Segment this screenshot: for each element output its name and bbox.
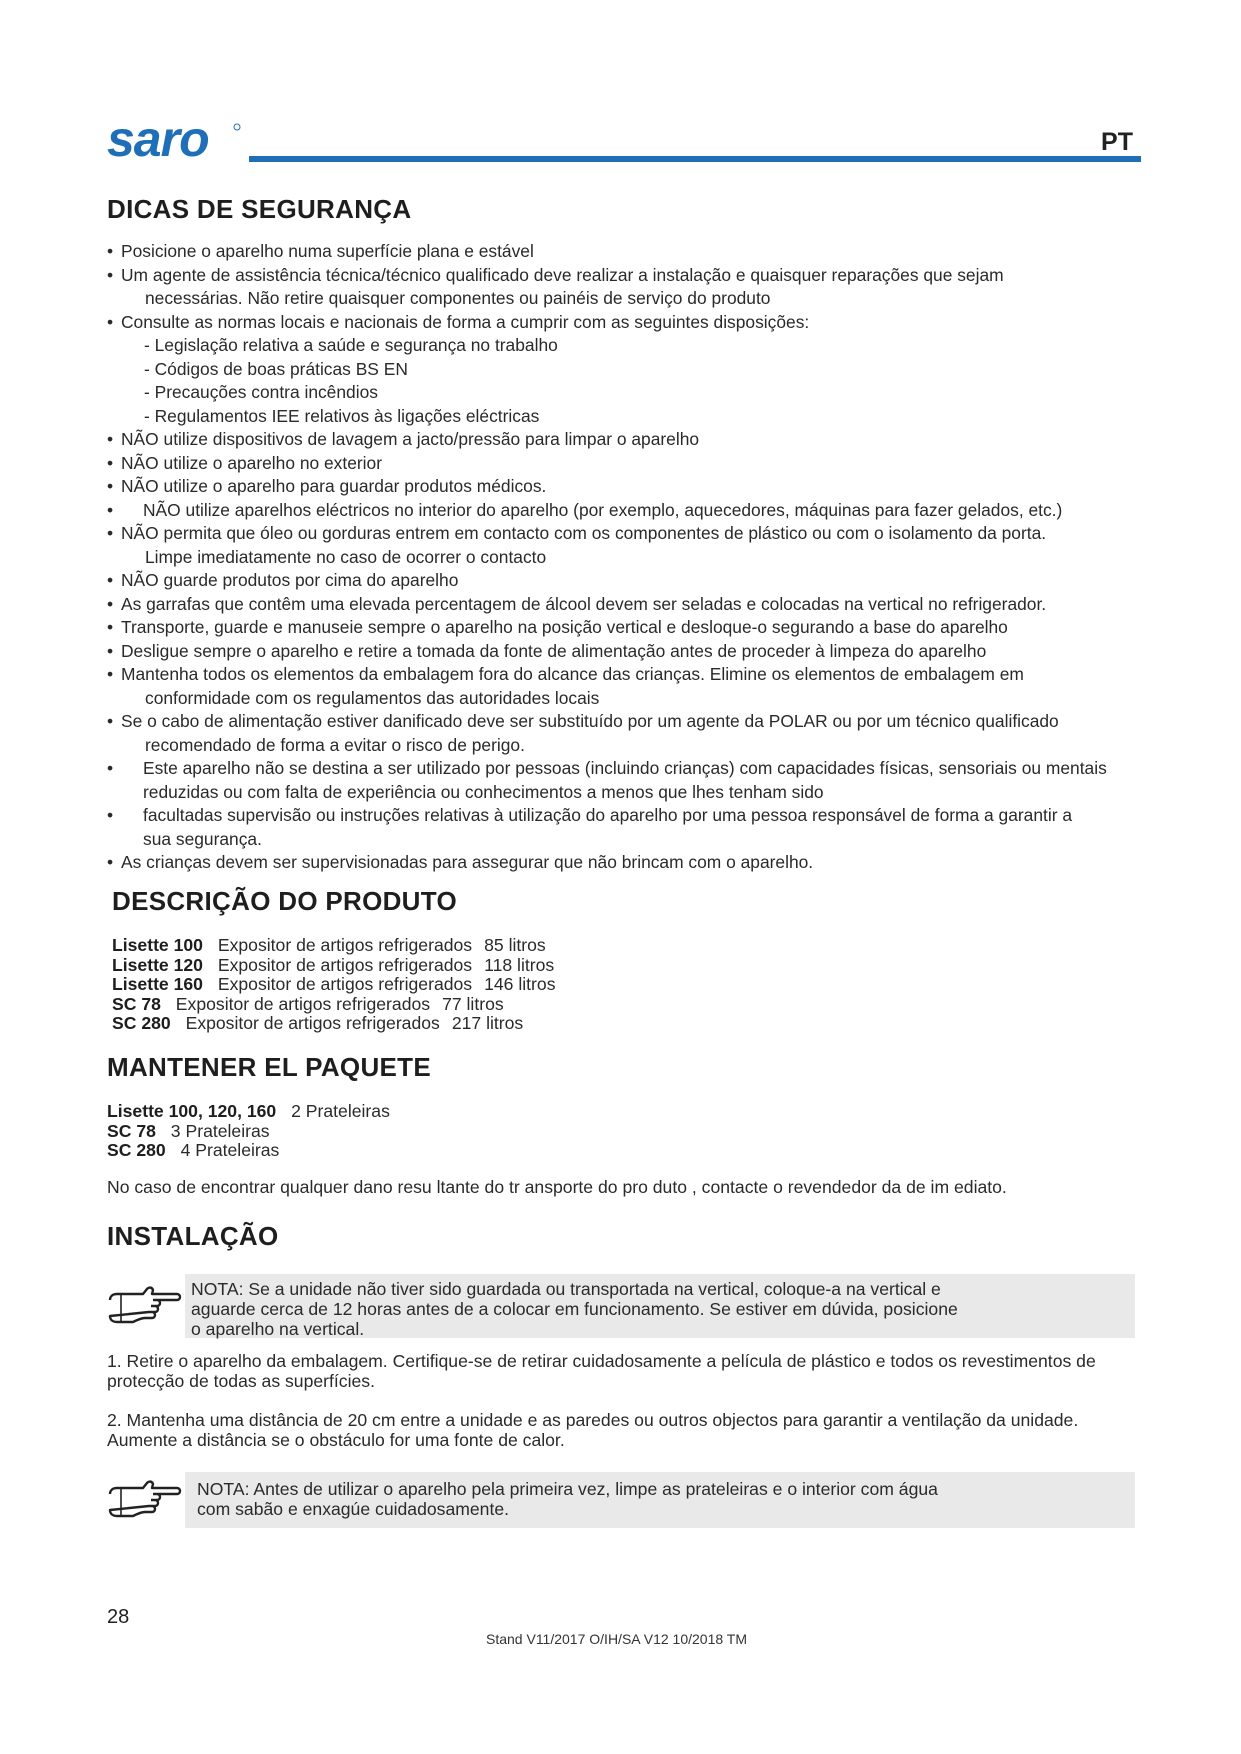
page-header <box>107 118 1141 168</box>
spec-row <box>107 1102 390 1122</box>
safety-item <box>107 569 1137 593</box>
model-volume: 85 litros <box>484 935 546 955</box>
package-title: MANTENER EL PAQUETE <box>107 1052 431 1082</box>
note-text <box>191 1280 958 1339</box>
model-description: Expositor de artigos refrigerados <box>217 974 473 995</box>
spec-row <box>112 956 556 976</box>
model-description: 2 Prateleiras <box>291 1101 390 1121</box>
safety-item-text: sua segurança. <box>143 828 262 849</box>
model-description: Expositor de artigos refrigerados <box>217 935 473 955</box>
model-description: 3 Prateleiras <box>170 1120 270 1141</box>
safety-item-text: Este aparelho não se destina a ser utilizado por pessoas (incluindo crianças) com capacidades físicas, sensoriais ou mentais <box>143 758 1107 778</box>
safety-item-text: reduzidas ou com falta de experiência ou conhecimentos a menos que lhes tenham sido <box>143 781 824 802</box>
safety-item <box>107 804 1137 851</box>
spec-row <box>107 1122 390 1142</box>
safety-item <box>107 663 1137 710</box>
safety-item <box>107 593 1137 617</box>
safety-item <box>107 311 1137 335</box>
safety-item-text: NÃO utilize o aparelho no exterior <box>121 452 382 473</box>
safety-item-text: NÃO utilize aparelhos eléctricos no interior do aparelho (por exemplo, aquecedores, máquinas para fazer gelados, etc.) <box>143 499 1063 520</box>
safety-item-text: facultadas supervisão ou instruções relativas à utilização do aparelho por uma pessoa responsável de forma a garantir a <box>143 805 1072 825</box>
safety-list <box>107 240 1137 875</box>
model-name: SC 78 <box>112 993 161 1014</box>
note-box <box>107 1274 1135 1338</box>
package-contents-list <box>107 1102 390 1161</box>
text-line: 2. Mantenha uma distância de 20 cm entre a unidade e as paredes ou outros objectos para garantir a ventilação da unidade. <box>107 1410 1079 1430</box>
safety-item <box>107 240 1137 264</box>
model-description: Expositor de artigos refrigerados <box>217 954 473 975</box>
safety-item <box>107 640 1137 664</box>
pointing-hand-icon <box>107 1480 183 1526</box>
installation-title: INSTALAÇÃO <box>107 1221 279 1251</box>
safety-item-text: - Precauções contra incêndios <box>144 382 378 402</box>
product-description-list <box>112 936 556 1034</box>
safety-item <box>107 475 1137 499</box>
model-name: SC 280 <box>107 1140 166 1161</box>
registered-mark-icon <box>234 124 240 130</box>
version-footer: Stand V11/2017 O/IH/SA V12 10/2018 TM <box>486 1631 747 1647</box>
spec-row <box>107 1141 390 1161</box>
note-box <box>107 1472 1135 1528</box>
safety-item-text: Posicione o aparelho numa superfície plana e estável <box>121 241 534 261</box>
safety-item <box>107 264 1137 311</box>
safety-item-text: As crianças devem ser supervisionadas para assegurar que não brincam com o aparelho. <box>121 852 814 872</box>
model-volume: 77 litros <box>442 993 504 1014</box>
model-name: Lisette 100 <box>112 935 203 955</box>
text-line: NOTA: Se a unidade não tiver sido guardada ou transportada na vertical, coloque-a na vertical e <box>191 1279 941 1299</box>
safety-item-text: NÃO utilize o aparelho para guardar produtos médicos. <box>121 476 547 496</box>
safety-item <box>107 452 1137 476</box>
safety-item <box>107 334 1137 358</box>
text-line: Aumente a distância se o obstáculo for uma fonte de calor. <box>107 1429 565 1450</box>
safety-item-text: Mantenha todos os elementos da embalagem fora do alcance das crianças. Elimine os elementos de embalagem em <box>121 664 1024 684</box>
safety-item-text: - Regulamentos IEE relativos às ligações eléctricas <box>144 405 540 426</box>
safety-item-text: conformidade com os regulamentos das autoridades locais <box>145 687 600 708</box>
text-line: o aparelho na vertical. <box>191 1318 365 1339</box>
damage-note: No caso de encontrar qualquer dano resu ltante do tr ansporte do pro duto , contacte o revendedor da de im ediato. <box>107 1177 1007 1197</box>
spec-row <box>112 995 556 1015</box>
safety-item-text: Transporte, guarde e manuseie sempre o aparelho na posição vertical e desloque-o segurando a base do aparelho <box>121 617 1008 637</box>
model-name: Lisette 160 <box>112 974 203 995</box>
safety-title: DICAS DE SEGURANÇA <box>107 194 412 224</box>
note-text <box>197 1480 938 1520</box>
model-description: Expositor de artigos refrigerados <box>185 1013 440 1034</box>
safety-item <box>107 428 1137 452</box>
text-line: com sabão e enxagúe cuidadosamente. <box>197 1498 510 1519</box>
model-name: SC 78 <box>107 1120 156 1141</box>
safety-item-text: Desligue sempre o aparelho e retire a tomada da fonte de alimentação antes de proceder à limpeza do aparelho <box>121 640 987 661</box>
safety-item <box>107 710 1137 757</box>
header-rule <box>249 156 1141 162</box>
pointing-hand-icon <box>107 1286 183 1332</box>
safety-item-text: Se o cabo de alimentação estiver danificado deve ser substituído por um agente da POLAR ou por um técnico qualificado <box>121 711 1059 731</box>
safety-item-text: Limpe imediatamente no caso de ocorrer o contacto <box>145 546 547 567</box>
model-volume: 217 litros <box>451 1013 524 1034</box>
safety-item-text: Um agente de assistência técnica/técnico qualificado deve realizar a instalação e quaisquer reparações que sejam <box>121 264 1004 285</box>
safety-item <box>107 358 1137 382</box>
safety-item-text: - Legislação relativa a saúde e segurança no trabalho <box>144 335 558 355</box>
model-description: Expositor de artigos refrigerados <box>175 993 431 1014</box>
spec-row <box>112 975 556 995</box>
text-line: 1. Retire o aparelho da embalagem. Certifique-se de retirar cuidadosamente a película de plástico e todos os revestimentos de <box>107 1351 1096 1371</box>
model-description: 4 Prateleiras <box>180 1140 280 1161</box>
saro-logo-graphic <box>107 118 247 164</box>
safety-item <box>107 757 1137 804</box>
safety-item-text: NÃO permita que óleo ou gorduras entrem em contacto com os componentes de plástico ou com o isolamento da porta. <box>121 523 1047 543</box>
safety-item <box>107 851 1137 875</box>
logo-wordmark: saro <box>107 118 209 164</box>
safety-item <box>107 522 1137 569</box>
model-name: Lisette 120 <box>112 954 203 975</box>
safety-item <box>107 499 1137 523</box>
saro-logo <box>107 118 247 164</box>
model-name: Lisette 100, 120, 160 <box>107 1101 277 1121</box>
spec-row <box>112 1014 556 1034</box>
spec-row <box>112 936 556 956</box>
text-line: aguarde cerca de 12 horas antes de a colocar em funcionamento. Se estiver em dúvida, posicione <box>191 1298 958 1319</box>
model-name: SC 280 <box>112 1013 171 1034</box>
safety-item-text: NÃO utilize dispositivos de lavagem a jacto/pressão para limpar o aparelho <box>121 429 700 449</box>
language-code: PT <box>1101 128 1133 156</box>
description-title: DESCRIÇÃO DO PRODUTO <box>112 886 457 916</box>
safety-item-text: As garrafas que contêm uma elevada percentagem de álcool devem ser seladas e colocadas na vertical no refrigerador. <box>121 593 1047 614</box>
safety-item <box>107 616 1137 640</box>
text-line: protecção de todas as superfícies. <box>107 1370 375 1391</box>
installation-step-2 <box>107 1411 1078 1451</box>
page-number: 28 <box>107 1606 130 1628</box>
safety-item <box>107 405 1137 429</box>
safety-item-text: necessárias. Não retire quaisquer componentes ou painéis de serviço do produto <box>145 288 771 308</box>
model-volume: 118 litros <box>484 954 555 975</box>
safety-item-text: recomendado de forma a evitar o risco de perigo. <box>145 734 525 755</box>
safety-item-text: NÃO guarde produtos por cima do aparelho <box>121 570 459 590</box>
safety-item-text: Consulte as normas locais e nacionais de forma a cumprir com as seguintes disposições: <box>121 311 810 332</box>
model-volume: 146 litros <box>484 974 556 995</box>
safety-item-text: - Códigos de boas práticas BS EN <box>144 358 408 379</box>
safety-item <box>107 381 1137 405</box>
installation-step-1 <box>107 1352 1096 1392</box>
text-line: NOTA: Antes de utilizar o aparelho pela primeira vez, limpe as prateleiras e o interior com água <box>197 1479 938 1499</box>
